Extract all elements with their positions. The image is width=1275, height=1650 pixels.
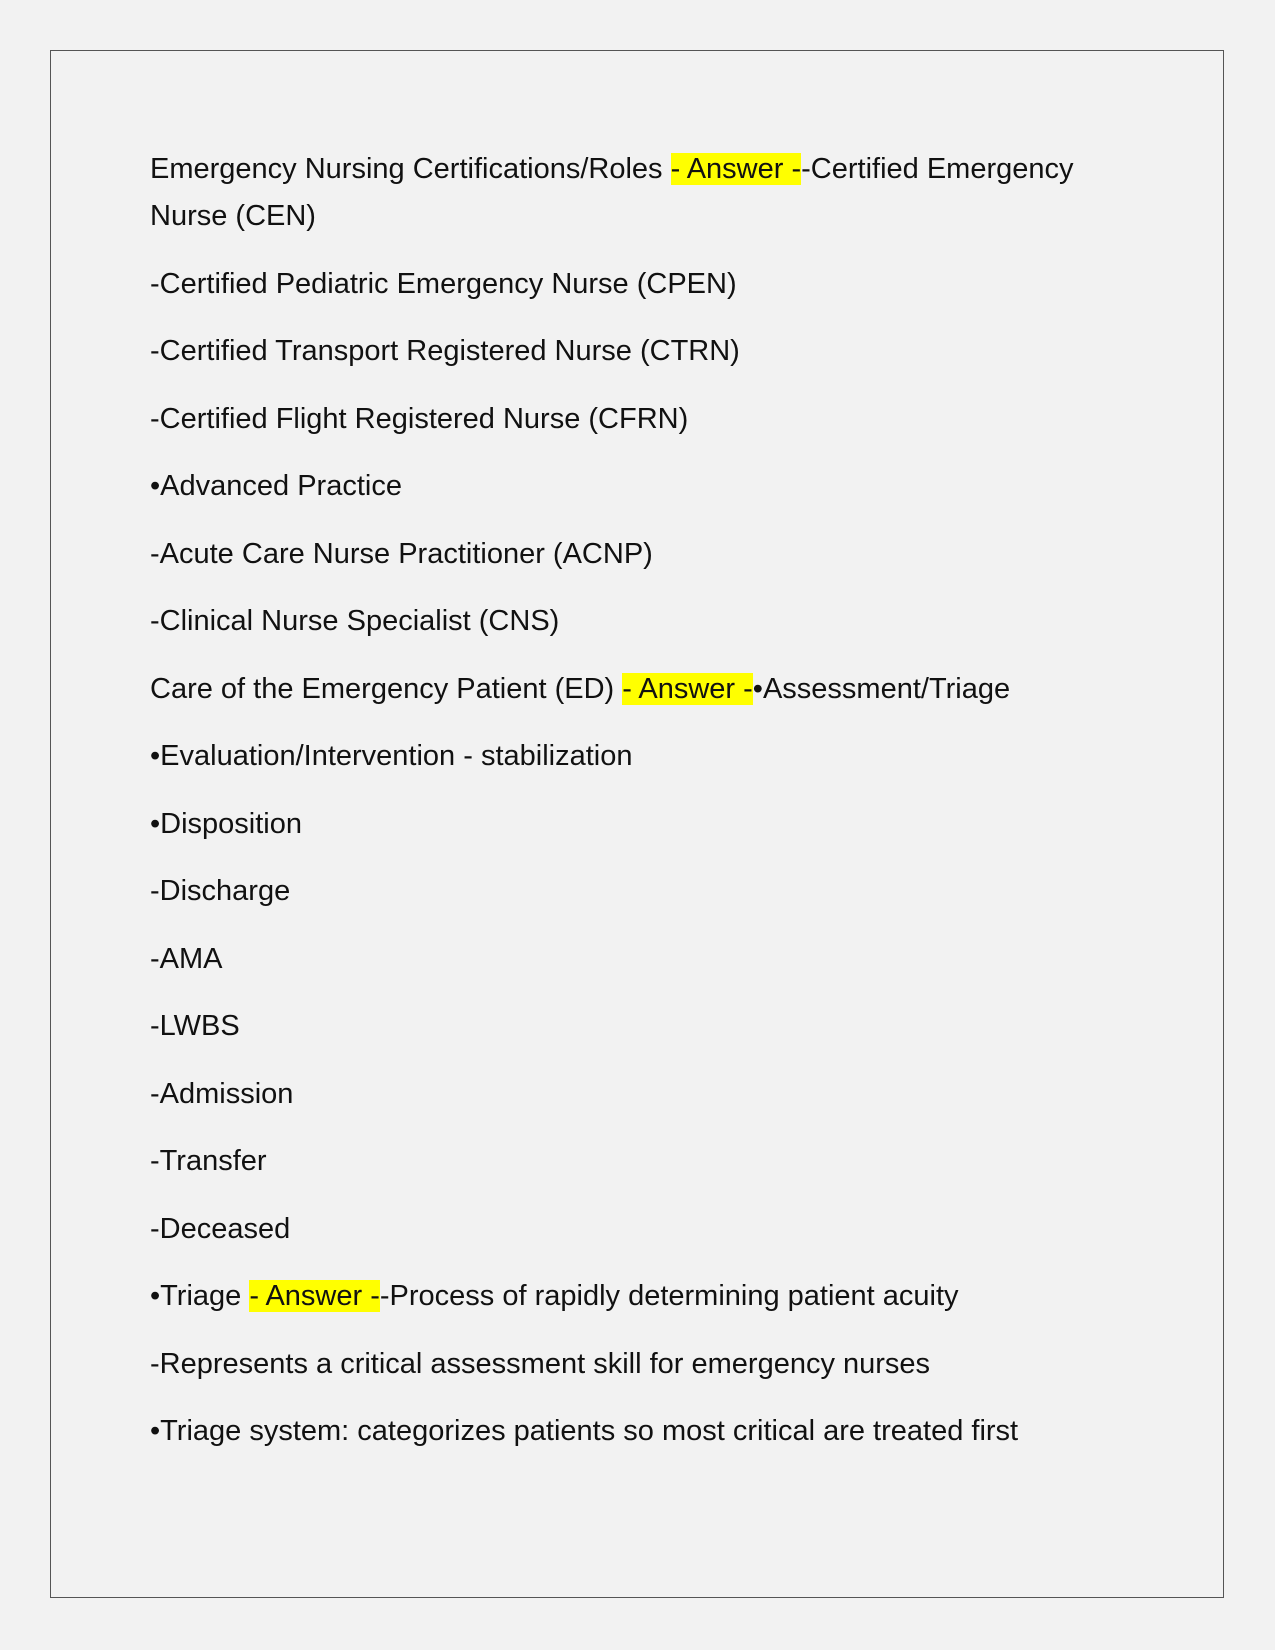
qa-care-of-emergency-patient [150, 666, 1130, 713]
question-text: Care of the Emergency Patient (ED) [150, 672, 623, 705]
list-item: •Triage system: categorizes patients so most critical are treated first [150, 1415, 1019, 1447]
list-item: -AMA [150, 942, 223, 975]
answer-text: -Certified Emergency Nurse (CEN) [150, 153, 1074, 232]
list-item: -Certified Pediatric Emergency Nurse (CPEN) [150, 267, 737, 300]
answer-highlight: - Answer - [622, 672, 753, 705]
list-item: -Admission [150, 1077, 294, 1110]
list-item: -Clinical Nurse Specialist (CNS) [150, 605, 560, 637]
list-item: •Advanced Practice [150, 470, 402, 502]
question-text: Emergency Nursing Certifications/Roles [150, 153, 671, 185]
qa-emergency-nursing-certifications [150, 146, 1130, 240]
list-item: -Represents a critical assessment skill for emergency nurses [150, 1347, 931, 1380]
list-item: -Acute Care Nurse Practitioner (ACNP) [150, 537, 653, 570]
answer-text: -Process of rapidly determining patient acuity [379, 1280, 959, 1312]
list-item: -Discharge [150, 875, 291, 907]
list-item: -Certified Flight Registered Nurse (CFRN) [150, 402, 689, 435]
answer-highlight: - Answer - [249, 1280, 380, 1312]
list-item: -Deceased [150, 1212, 291, 1245]
list-item: -Certified Transport Registered Nurse (CTRN) [150, 335, 740, 367]
list-item: -Transfer [150, 1145, 267, 1177]
list-item: •Evaluation/Intervention - stabilization [150, 740, 633, 772]
list-item: -LWBS [150, 1010, 240, 1042]
answer-text: •Assessment/Triage [752, 672, 1011, 705]
qa-triage [150, 1273, 1130, 1320]
answer-highlight: - Answer - [670, 153, 802, 185]
question-text: •Triage [150, 1280, 250, 1312]
document-body [150, 146, 1130, 1476]
list-item: •Disposition [150, 807, 302, 840]
